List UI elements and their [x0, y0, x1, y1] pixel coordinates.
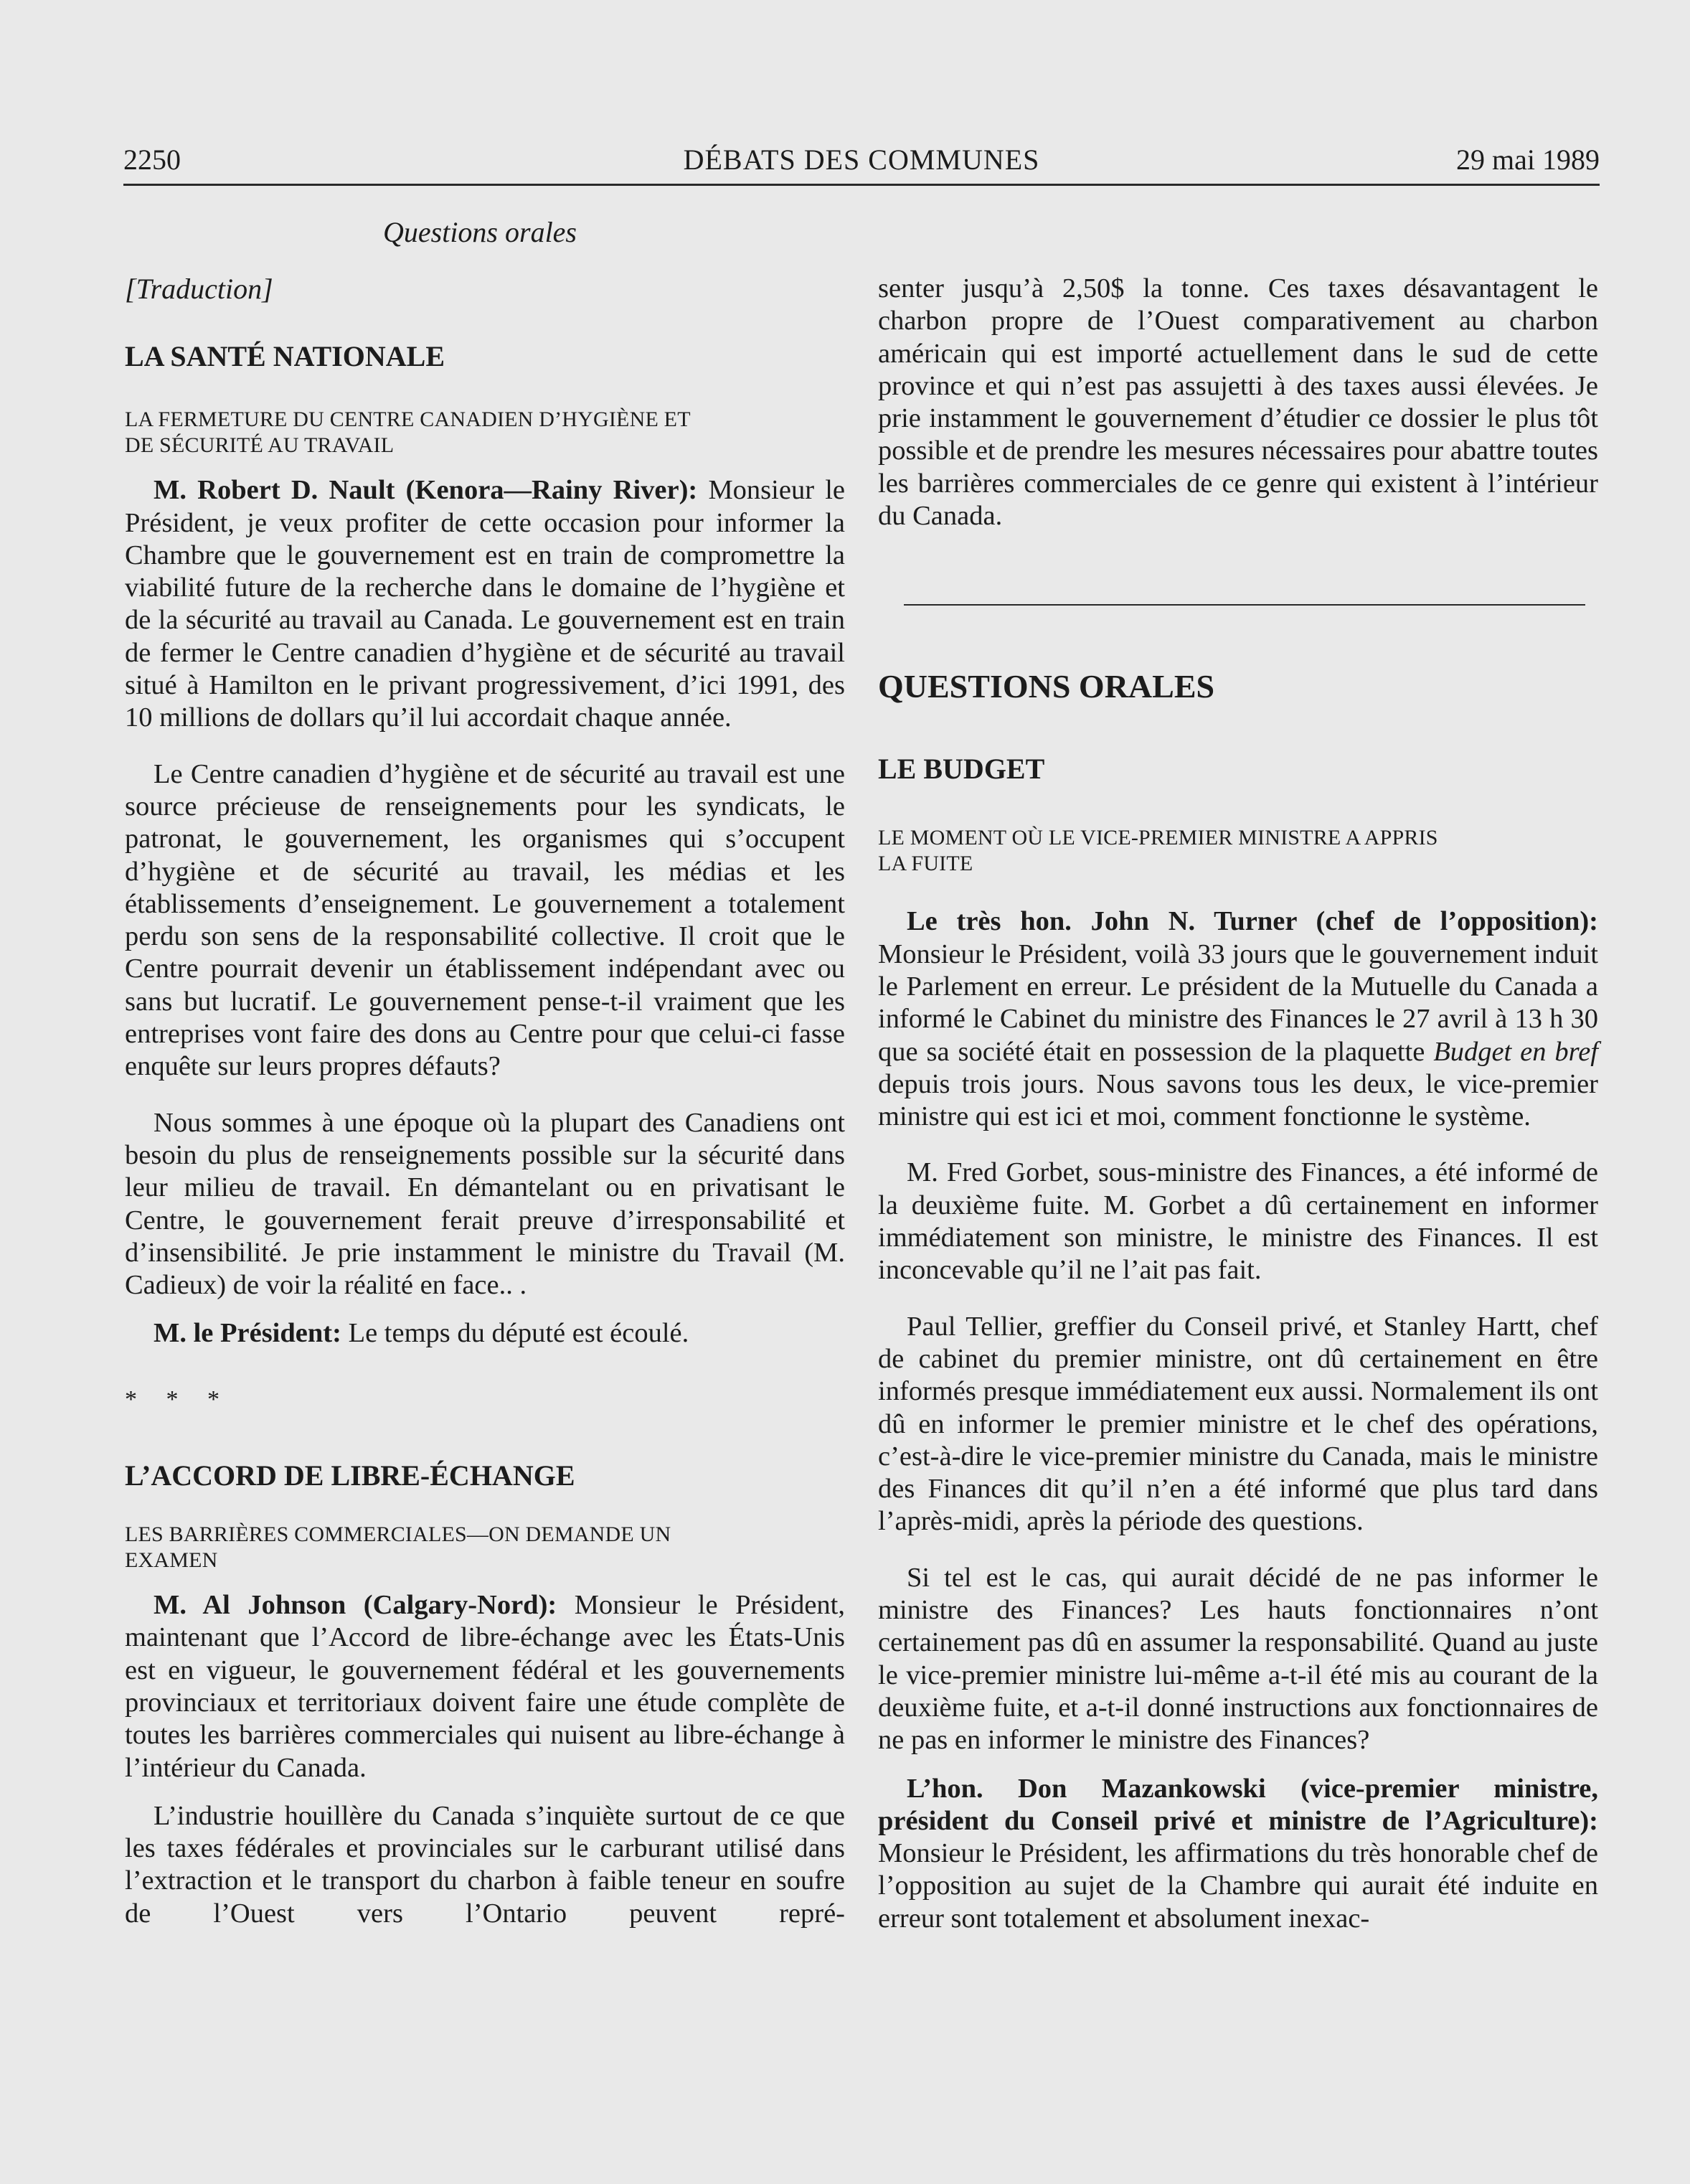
paragraph-johnson-2-continued: senter jusqu’à 2,50$ la tonne. Ces taxes désavantagent le charbon propre de l’Ouest comparativement au charbon américain qui est importé actuellement dans le sud de cette province et qui n’est pas assujetti à des taxes aussi élevées. Je prie instamment le gouvernement d’étudier ce dossier le plus tôt possible et de prendre les mesures nécessaires pour abattre toutes les barrières commerciales de ce genre qui existent à l’intérieur du Canada. — [878, 273, 1598, 532]
paragraph-turner-2: M. Fred Gorbet, sous-ministre des Finances, a été informé de la deuxième fuite. M. Gorbet a dû certainement en informer immédiatement son ministre, le ministre des Finances. Il est inconcevable qu’il ne l’ait pas fait. — [878, 1157, 1598, 1286]
publication-title-italic: Budget en bref — [1433, 1036, 1598, 1067]
speaker-president: M. le Président: — [154, 1318, 341, 1349]
left-column — [125, 273, 845, 1930]
publication-title: DÉBATS DES COMMUNES — [683, 143, 1040, 176]
paragraph-president — [125, 1317, 845, 1350]
right-column — [878, 273, 1598, 1935]
subheading-line: LES BARRIÈRES COMMERCIALES—ON DEMANDE UN — [125, 1522, 671, 1547]
subheading-line: EXAMEN — [125, 1548, 218, 1573]
speaker-mazankowski: L’hon. Don Mazankowski (vice-premier ministre, président du Conseil privé et ministre de l’Agriculture): — [878, 1773, 1598, 1836]
heading-sante-nationale: LA SANTÉ NATIONALE — [125, 340, 445, 373]
speaker-turner: Le très hon. John N. Turner (chef de l’opposition): — [907, 906, 1598, 937]
section-rule — [904, 604, 1585, 606]
paragraph-text: Monsieur le Président, voilà 33 jours que le gouvernement induit le Parlement en erreur. Le président de la Mutuelle du Canada a informé le Cabinet du ministre des Finances le 27 avril à 13 h 30 que sa société était en possession de la plaquette — [878, 938, 1598, 1067]
header-rule — [123, 184, 1600, 186]
page-header — [123, 138, 1600, 182]
paragraph-text: Monsieur le Président, maintenant que l’Accord de libre-échange avec les États-Unis est en vigueur, le gouvernement fédéral et les gouvernements provinciaux et territoriaux doivent faire une étude complète de toutes les barrières commerciales qui nuisent au libre-échange à l’intérieur du Canada. — [125, 1590, 845, 1783]
subheading-moment — [878, 825, 1598, 877]
heading-budget: LE BUDGET — [878, 753, 1045, 786]
section-separator-stars: * * * — [125, 1385, 231, 1413]
paragraph-johnson-1 — [125, 1589, 845, 1784]
page-number: 2250 — [123, 143, 181, 176]
paragraph-turner-4: Si tel est le cas, qui aurait décidé de ne pas informer le ministre des Finances? Les hauts fonctionnaires n’ont certainement pas dû en assumer la responsabilité. Quand au juste le vice-premier ministre lui-même a-t-il été mis au courant de la deuxième fuite, et a-t-il donné instructions aux fonctionnaires de ne pas en informer le ministre des Finances? — [878, 1562, 1598, 1756]
issue-date: 29 mai 1989 — [1456, 143, 1600, 176]
paragraph-turner-1 — [878, 905, 1598, 1133]
paragraph-johnson-2: L’industrie houillère du Canada s’inquiète surtout de ce que les taxes fédérales et provinciales sur le carburant utilisé dans l’extraction et le transport du charbon à faible teneur en soufre de l’Ouest vers l’Ontario peuvent repré- — [125, 1800, 845, 1929]
subheading-line: LA FERMETURE DU CENTRE CANADIEN D’HYGIÈNE ET — [125, 408, 691, 432]
subheading-line: DE SÉCURITÉ AU TRAVAIL — [125, 433, 395, 458]
paragraph-text: Monsieur le Président, je veux profiter de cette occasion pour informer la Chambre que le gouvernement est en train de compromettre la viabilité future de la recherche dans le domaine de l’hygiène et de la sécurité au travail au Canada. Le gouvernement est en train de fermer le Centre canadien d’hygiène et de sécurité au travail situé à Hamilton en le privant progressivement, d’ici 1991, des 10 millions de dollars qu’il lui accordait chaque année. — [125, 475, 846, 733]
paragraph-nault-1 — [125, 474, 845, 734]
paragraph-text: Le temps du député est écoulé. — [341, 1318, 689, 1349]
section-label: Questions orales — [383, 216, 577, 248]
subheading-barrieres — [125, 1522, 845, 1573]
paragraph-mazankowski — [878, 1773, 1598, 1935]
heading-questions-orales: QUESTIONS ORALES — [878, 668, 1215, 705]
paragraph-text: depuis trois jours. Nous savons tous les deux, le vice-premier ministre qui est ici et moi, comment fonctionne le système. — [878, 1068, 1598, 1132]
speaker-johnson: M. Al Johnson (Calgary-Nord): — [154, 1590, 557, 1621]
subheading-fermeture — [125, 407, 845, 458]
paragraph-nault-2: Le Centre canadien d’hygiène et de sécurité au travail est une source précieuse de renseignements pour les syndicats, le patronat, le gouvernement, les organismes qui s’occupent d’hygiène et de sécurité au travail, les médias et les établissements d’enseignement. Le gouvernement a totalement perdu son sens de la responsabilité collective. Il croit que le Centre pourrait devenir un établissement indépendant avec ou sans but lucratif. Le gouvernement pense-t-il vraiment que les entreprises vont faire des dons au Centre pour que celui-ci fasse enquête sur leurs propres défauts? — [125, 758, 845, 1082]
translation-note: [Traduction] — [125, 273, 273, 305]
paragraph-turner-3: Paul Tellier, greffier du Conseil privé, et Stanley Hartt, chef de cabinet du premier ministre, ont dû certainement en être informés presque immédiatement eux aussi. Normalement ils ont dû en informer le premier ministre et le chef des opérations, c’est-à-dire le vice-premier ministre du Canada, mais le ministre des Finances dit qu’il n’en a été informé que plus tard dans l’après-midi, après la période des questions. — [878, 1311, 1598, 1537]
paragraph-text: Monsieur le Président, les affirmations du très honorable chef de l’opposition au sujet de la Chambre qui aurait été induite en erreur sont totalement et absolument inexac- — [878, 1838, 1598, 1934]
subheading-line: LA FUITE — [878, 852, 973, 876]
subheading-line: LE MOMENT OÙ LE VICE-PREMIER MINISTRE A APPRIS — [878, 826, 1438, 850]
speaker-nault: M. Robert D. Nault (Kenora—Rainy River): — [154, 475, 698, 506]
paragraph-nault-3: Nous sommes à une époque où la plupart des Canadiens ont besoin du plus de renseignements possible sur la sécurité dans leur milieu de travail. En démantelant ou en privatisant le Centre, le gouvernement ferait preuve d’irresponsabilité et d’insensibilité. Je prie instamment le ministre du Travail (M. Cadieux) de voir la réalité en face.. . — [125, 1107, 845, 1301]
heading-accord: L’ACCORD DE LIBRE-ÉCHANGE — [125, 1459, 575, 1492]
